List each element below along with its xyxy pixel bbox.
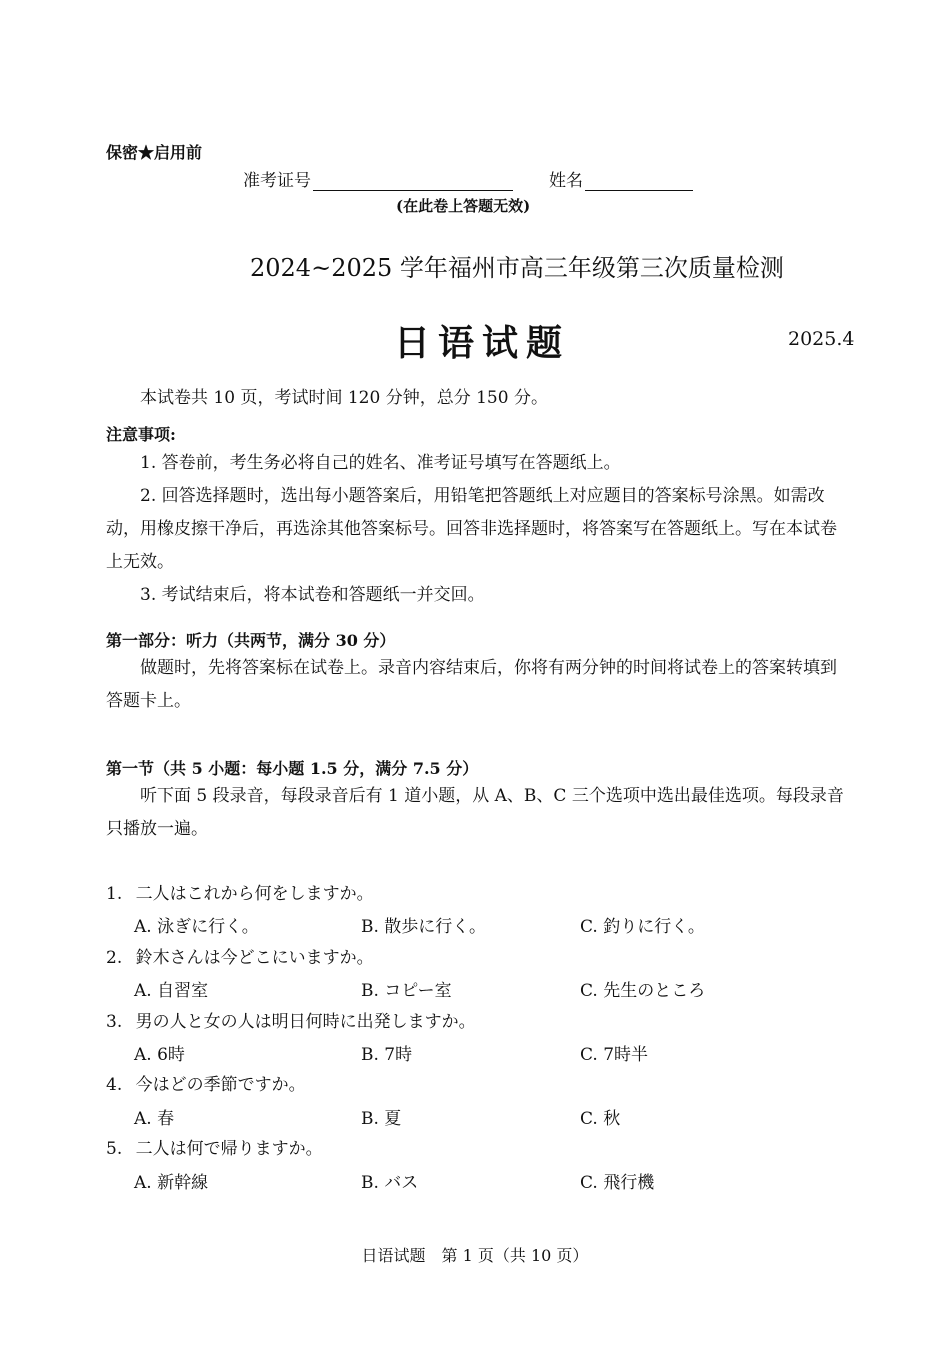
part1-heading: 第一部分：听力（共两节，满分 30 分） <box>106 631 396 650</box>
option-b: B. バス <box>361 1173 419 1193</box>
candidate-no-blank <box>313 172 513 191</box>
name-label: 姓名 <box>549 171 583 191</box>
option-a: A. 6時 <box>134 1045 185 1065</box>
question-number: 4. <box>106 1075 123 1095</box>
option-b: B. 散歩に行く。 <box>361 917 486 937</box>
question-4 <box>106 1071 306 1099</box>
option-a: A. 泳ぎに行く。 <box>134 917 259 937</box>
section1-instruction: 听下面 5 段录音，每段录音后有 1 道小题，从 A、B、C 三个选项中选出最佳选项。每段录音只播放一遍。 <box>106 786 844 839</box>
option-b: B. コピー室 <box>361 981 452 1001</box>
notice-heading: 注意事项: <box>106 425 176 444</box>
question-text: 二人はこれから何をしますか。 <box>135 884 374 904</box>
part1-instruction: 做题时，先将答案标在试卷上。录音内容结束后，你将有两分钟的时间将试卷上的答案转填到答题卡上。 <box>106 658 837 711</box>
question-text: 今はどの季節ですか。 <box>135 1075 306 1095</box>
candidate-fields <box>243 166 693 191</box>
question-3 <box>106 1008 476 1036</box>
option-b: B. 夏 <box>361 1109 402 1129</box>
question-text: 男の人と女の人は明日何時に出発しますか。 <box>135 1012 476 1032</box>
option-a: A. 春 <box>134 1109 175 1129</box>
question-text: 二人は何で帰りますか。 <box>135 1139 323 1159</box>
subject-title: 日语试题 <box>394 322 571 364</box>
notice-list <box>106 447 846 612</box>
notice-item: 3. 考试结束后，将本试卷和答题纸一并交回。 <box>140 585 485 605</box>
page-footer: 日语试题 第 1 页（共 10 页） <box>361 1246 589 1265</box>
name-blank <box>585 172 693 191</box>
option-c: C. 7時半 <box>580 1045 649 1065</box>
question-number: 5. <box>106 1139 123 1159</box>
notice-item: 2. 回答选择题时，选出每小题答案后，用铅笔把答题纸上对应题目的答案标号涂黑。如需改动，用橡皮擦干净后，再选涂其他答案标号。回答非选择题时，将答案写在答题纸上。写在本试卷上无效。 <box>106 486 837 572</box>
intro-text: 本试卷共 10 页，考试时间 120 分钟，总分 150 分。 <box>140 388 548 408</box>
question-number: 2. <box>106 948 123 968</box>
option-b: B. 7時 <box>361 1045 413 1065</box>
confidential-label: 保密★启用前 <box>106 143 203 162</box>
option-a: A. 新幹線 <box>134 1173 209 1193</box>
notice-item: 1. 答卷前，考生务必将自己的姓名、准考证号填写在答题纸上。 <box>140 453 621 473</box>
section1-instruction-block <box>106 780 846 846</box>
exam-date: 2025.4 <box>788 328 855 350</box>
question-1 <box>106 880 374 908</box>
invalid-note: (在此卷上答题无效) <box>396 197 531 215</box>
question-2 <box>106 944 374 972</box>
part1-instruction-block <box>106 652 846 718</box>
option-c: C. 秋 <box>580 1109 621 1129</box>
option-c: C. 先生のところ <box>580 981 706 1001</box>
candidate-no-label: 准考证号 <box>243 171 311 191</box>
question-number: 1. <box>106 884 123 904</box>
question-number: 3. <box>106 1012 123 1032</box>
question-5 <box>106 1135 323 1163</box>
exam-title: 2024~2025 学年福州市高三年级第三次质量检测 <box>250 254 784 282</box>
option-a: A. 自習室 <box>134 981 209 1001</box>
option-c: C. 飛行機 <box>580 1173 655 1193</box>
section1-heading: 第一节（共 5 小题：每小题 1.5 分，满分 7.5 分） <box>106 759 479 778</box>
option-c: C. 釣りに行く。 <box>580 917 705 937</box>
question-text: 鈴木さんは今どこにいますか。 <box>135 948 374 968</box>
